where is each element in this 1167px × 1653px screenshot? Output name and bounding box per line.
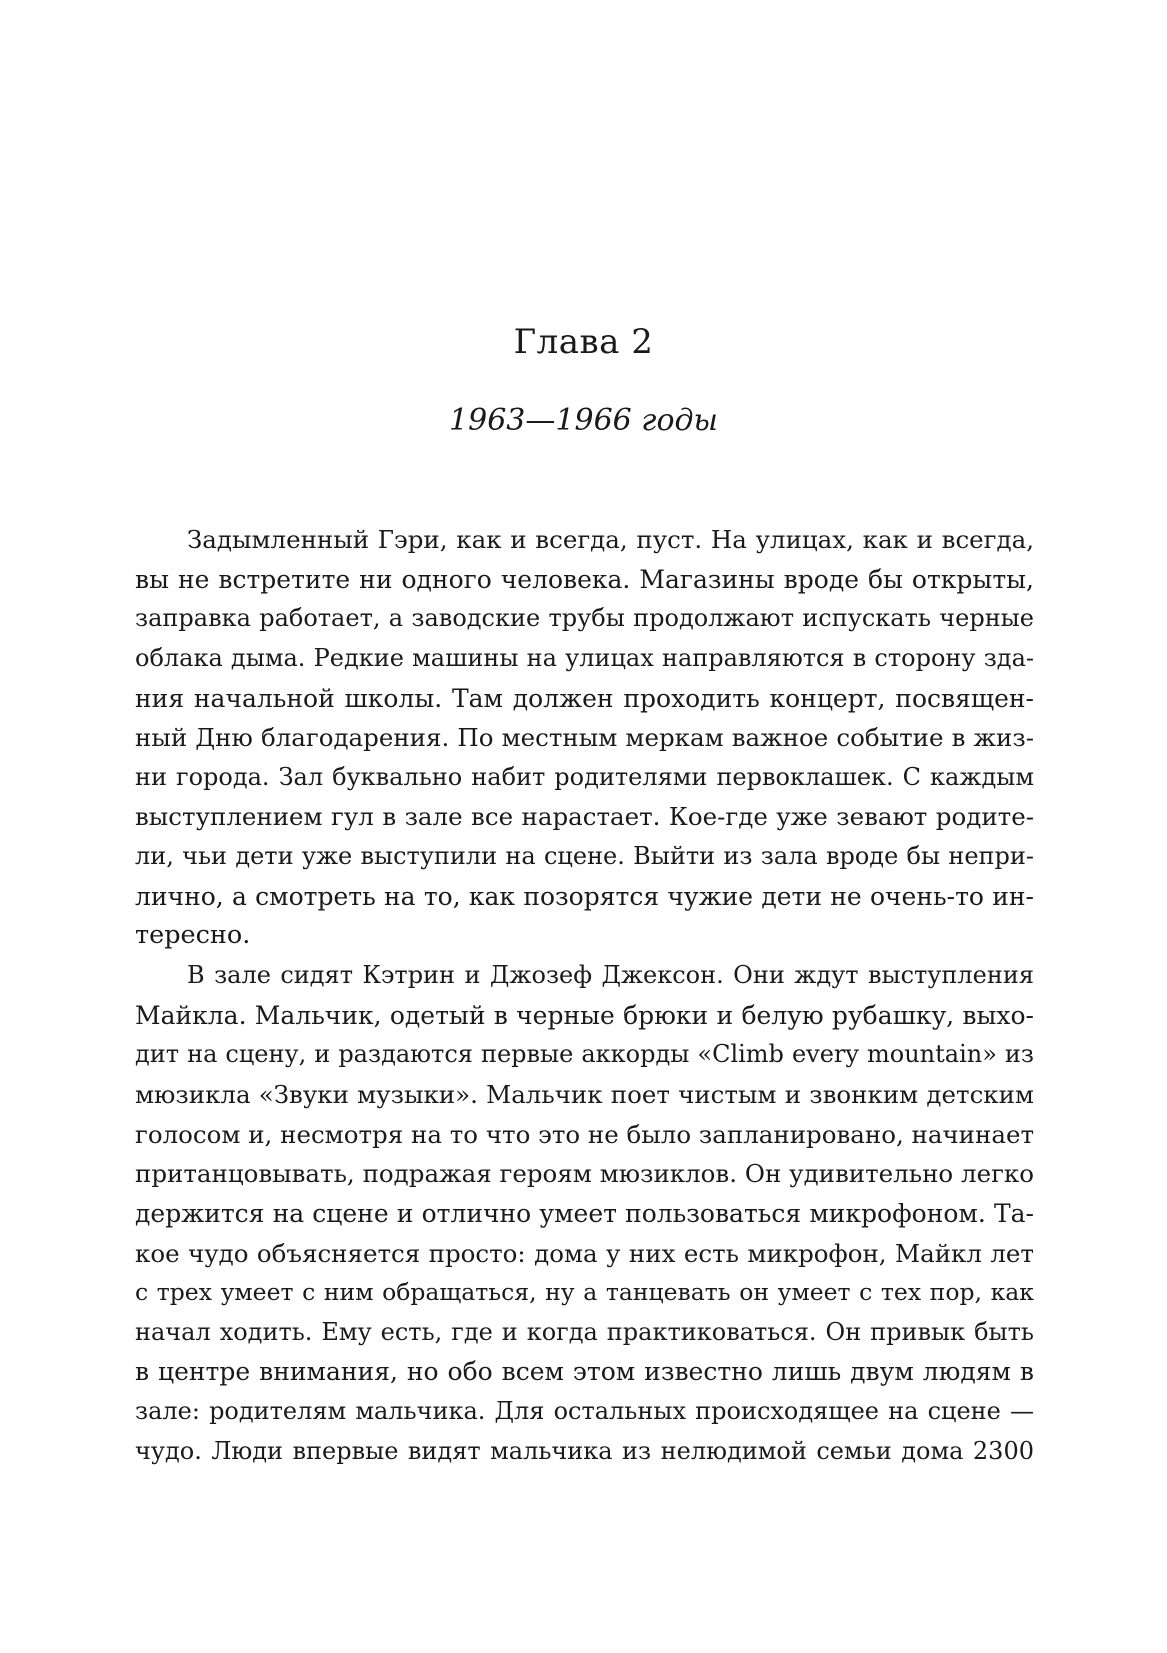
text-line: ный Дню благодарения. По местным меркам важное событие в жиз- [135, 723, 1034, 753]
text-line: пританцовывать, подражая героям мюзиклов. Он удивительно легко [135, 1159, 1034, 1189]
text-line: Майкла. Мальчик, одетый в черные брюки и белую рубашку, выхо- [135, 1000, 1034, 1030]
text-line: В зале сидят Кэтрин и Джозеф Джексон. Они ждут выступления [187, 961, 1034, 990]
body-text [135, 520, 1034, 1471]
text-line: выступлением гул в зале все нарастает. Кое-где уже зевают родите- [135, 802, 1034, 832]
text-line: ли, чьи дети уже выступили на сцене. Выйти из зала вроде бы непри- [135, 842, 1034, 871]
text-line: держится на сцене и отлично умеет пользоваться микрофоном. Та- [135, 1198, 1034, 1228]
text-line: облака дыма. Редкие машины на улицах направляются в сторону зда- [135, 643, 1034, 672]
text-line: кое чудо объясняется просто: дома у них есть микрофон, Майкл лет [135, 1238, 1034, 1268]
text-line: начал ходить. Ему есть, где и когда практиковаться. Он привык быть [135, 1317, 1034, 1346]
text-line: в центре внимания, но обо всем этом известно лишь двум людям в [135, 1357, 1034, 1387]
text-line: ни города. Зал буквально набит родителями первоклашек. С каждым [135, 762, 1034, 791]
text-line: ния начальной школы. Там должен проходить концерт, посвящен- [135, 683, 1034, 713]
text-line: Задымленный Гэри, как и всегда, пуст. На улицах, как и всегда, [187, 525, 1034, 554]
text-line: вы не встретите ни одного человека. Магазины вроде бы открыты, [135, 564, 1034, 594]
text-line: тересно. [135, 920, 251, 951]
text-line: заправка работает, а заводские трубы продолжают испускать черные [135, 604, 1034, 633]
text-line: чудо. Люди впервые видят мальчика из нелюдимой семьи дома 2300 [135, 1436, 1034, 1465]
text-line: дит на сцену, и раздаются первые аккорды «Climb every mountain» из [135, 1040, 1034, 1069]
text-line: голосом и, несмотря на то что это не было запланировано, начинает [135, 1119, 1034, 1149]
text-line: зале: родителям мальчика. Для остальных происходящее на сцене — [135, 1397, 1034, 1426]
text-line: с трех умеет с ним обращаться, ну а танцевать он умеет с тех пор, как [135, 1278, 1034, 1307]
chapter-subtitle: 1963—1966 годы [449, 403, 718, 438]
text-line: мюзикла «Звуки музыки». Мальчик поет чистым и звонким детским [135, 1079, 1034, 1109]
chapter-title: Глава 2 [513, 322, 654, 362]
text-line: лично, а смотреть на то, как позорятся чужие дети не очень-то ин- [135, 881, 1034, 911]
